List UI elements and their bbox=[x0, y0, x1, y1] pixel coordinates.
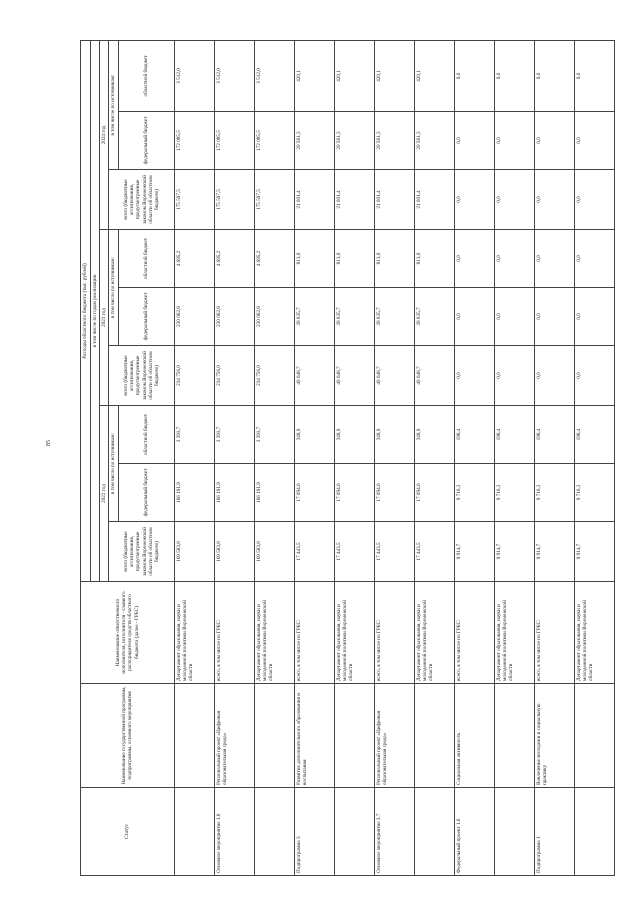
value-cell: 0,0 bbox=[454, 230, 494, 288]
name-cell bbox=[254, 684, 294, 788]
value-cell: 175 597,5 bbox=[214, 170, 254, 230]
value-cell: 9 914,7 bbox=[534, 522, 574, 582]
value-cell: 0,0 bbox=[574, 346, 614, 406]
value-cell: 420,1 bbox=[294, 40, 334, 111]
value-cell: 3 391,7 bbox=[214, 406, 254, 464]
rotated-page bbox=[80, 41, 595, 876]
value-cell: 40 648,7 bbox=[414, 346, 454, 406]
value-cell: 0,0 bbox=[494, 170, 534, 230]
value-cell: 198,4 bbox=[454, 406, 494, 464]
value-cell: 420,1 bbox=[414, 40, 454, 111]
value-cell: 4 695,2 bbox=[214, 230, 254, 288]
value-cell: 234 758,0 bbox=[254, 346, 294, 406]
value-cell: 166 191,9 bbox=[214, 464, 254, 522]
value-cell: 0,0 bbox=[534, 230, 574, 288]
table-row bbox=[374, 40, 414, 875]
value-cell: 40 648,7 bbox=[294, 346, 334, 406]
status-cell bbox=[174, 788, 214, 876]
value-cell: 813,0 bbox=[374, 230, 414, 288]
value-cell: 348,9 bbox=[294, 406, 334, 464]
value-cell: 17 094,6 bbox=[374, 464, 414, 522]
table-row bbox=[174, 40, 214, 875]
status-cell bbox=[254, 788, 294, 876]
value-cell: 9 716,3 bbox=[494, 464, 534, 522]
value-cell: 420,1 bbox=[374, 40, 414, 111]
value-cell: 17 443,5 bbox=[334, 522, 374, 582]
federal-2022-header: федеральный бюджет bbox=[118, 464, 174, 522]
status-cell bbox=[414, 788, 454, 876]
value-cell: 169 583,6 bbox=[254, 522, 294, 582]
table-body bbox=[174, 40, 614, 875]
value-cell: 0,0 bbox=[574, 112, 614, 170]
value-cell: 9 716,3 bbox=[454, 464, 494, 522]
value-cell: 169 583,6 bbox=[174, 522, 214, 582]
name-cell: Региональный проект «Цифровая образовательная среда» bbox=[214, 684, 254, 788]
total-2024-header: всего (бюджетные ассигнования, предусмотренные законом Воронежской области об областном бюджете) bbox=[109, 170, 174, 230]
value-cell: 234 758,0 bbox=[214, 346, 254, 406]
grbs-cell: Департамент образования, науки и молодежной политики Воронежской области bbox=[414, 582, 454, 684]
year-2024-header: 2024 год bbox=[100, 40, 109, 229]
value-cell: 17 094,6 bbox=[294, 464, 334, 522]
regional-2022-header: областной бюджет bbox=[118, 406, 174, 464]
value-cell: 0,0 bbox=[494, 288, 534, 346]
value-cell: 0,0 bbox=[494, 112, 534, 170]
value-cell: 230 062,8 bbox=[214, 288, 254, 346]
value-cell: 4 695,2 bbox=[174, 230, 214, 288]
value-cell: 17 443,5 bbox=[414, 522, 454, 582]
value-cell: 813,0 bbox=[334, 230, 374, 288]
grbs-cell: Департамент образования, науки и молодежной политики Воронежской области bbox=[334, 582, 374, 684]
table-row bbox=[534, 40, 574, 875]
value-cell: 0,0 bbox=[534, 288, 574, 346]
value-cell: 40 648,7 bbox=[334, 346, 374, 406]
value-cell: 198,4 bbox=[534, 406, 574, 464]
status-cell bbox=[494, 788, 534, 876]
sources-2023-header: в том числе по источникам: bbox=[109, 230, 118, 346]
name-header: Наименование государственной программы, подпрограммы, основного мероприятия bbox=[81, 684, 175, 788]
value-cell: 39 835,7 bbox=[334, 288, 374, 346]
year-2023-header: 2023 год bbox=[100, 230, 109, 406]
table-row bbox=[494, 40, 534, 875]
value-cell: 0,0 bbox=[494, 230, 534, 288]
value-cell: 9 914,7 bbox=[574, 522, 614, 582]
value-cell: 39 835,7 bbox=[414, 288, 454, 346]
federal-2023-header: федеральный бюджет bbox=[118, 288, 174, 346]
year-2022-header: 2022 год bbox=[100, 406, 109, 582]
value-cell: 0,0 bbox=[494, 346, 534, 406]
grbs-cell: Департамент образования, науки и молодежной политики Воронежской области bbox=[254, 582, 294, 684]
value-cell: 21 001,4 bbox=[374, 170, 414, 230]
value-cell: 230 062,8 bbox=[174, 288, 214, 346]
status-cell: Федеральный проект 1.6 bbox=[454, 788, 494, 876]
grbs-header: Наименование ответственного исполнителя, исполнителя - главного распорядителя средств областного бюджета (далее - ГРБС) bbox=[81, 582, 175, 684]
status-cell: Основное мероприятие 1.6 bbox=[214, 788, 254, 876]
value-cell: 17 094,6 bbox=[414, 464, 454, 522]
status-header: Статус bbox=[81, 788, 175, 876]
name-cell bbox=[494, 684, 534, 788]
total-2022-header: всего (бюджетные ассигнования, предусмотренные законом Воронежской области об областном бюджете) bbox=[109, 522, 174, 582]
value-cell: 39 835,7 bbox=[374, 288, 414, 346]
value-cell: 39 835,7 bbox=[294, 288, 334, 346]
table-row bbox=[294, 40, 334, 875]
name-cell: Развитие дополнительного образования и воспитания bbox=[294, 684, 334, 788]
value-cell: 0,0 bbox=[454, 170, 494, 230]
value-cell: 166 191,9 bbox=[254, 464, 294, 522]
value-cell: 0,0 bbox=[534, 346, 574, 406]
value-cell: 9 716,3 bbox=[534, 464, 574, 522]
value-cell: 3 512,0 bbox=[214, 40, 254, 111]
table-row bbox=[214, 40, 254, 875]
value-cell: 17 443,5 bbox=[294, 522, 334, 582]
status-cell bbox=[574, 788, 614, 876]
page-number: 85 bbox=[46, 440, 52, 446]
federal-2024-header: федеральный бюджет bbox=[118, 112, 174, 170]
value-cell: 20 581,3 bbox=[334, 112, 374, 170]
value-cell: 0,0 bbox=[534, 170, 574, 230]
value-cell: 0,0 bbox=[574, 288, 614, 346]
value-cell: 20 581,3 bbox=[414, 112, 454, 170]
regional-2023-header: областной бюджет bbox=[118, 230, 174, 288]
table-row bbox=[574, 40, 614, 875]
grbs-cell: Департамент образования, науки и молодежной политики Воронежской области bbox=[174, 582, 214, 684]
grbs-cell: Департамент образования, науки и молодежной политики Воронежской области bbox=[494, 582, 534, 684]
grbs-cell: всего, в том числе по ГРБС: bbox=[214, 582, 254, 684]
value-cell: 172 085,5 bbox=[174, 112, 214, 170]
name-cell: Вовлечение молодежи в социальную практику bbox=[534, 684, 574, 788]
value-cell: 4 695,2 bbox=[254, 230, 294, 288]
name-cell bbox=[174, 684, 214, 788]
grbs-cell: Департамент образования, науки и молодежной политики Воронежской области bbox=[574, 582, 614, 684]
value-cell: 0,0 bbox=[574, 230, 614, 288]
name-cell bbox=[334, 684, 374, 788]
expenses-header: Расходы областного бюджета (тыс. рублей) bbox=[81, 40, 91, 581]
value-cell: 40 648,7 bbox=[374, 346, 414, 406]
status-cell: Подпрограмма 3 bbox=[294, 788, 334, 876]
name-cell bbox=[414, 684, 454, 788]
grbs-cell: всего, в том числе по ГРБС: bbox=[454, 582, 494, 684]
status-cell bbox=[334, 788, 374, 876]
value-cell: 0,0 bbox=[534, 112, 574, 170]
value-cell: 348,9 bbox=[374, 406, 414, 464]
sources-2022-header: в том числе по источникам: bbox=[109, 406, 118, 522]
table-header bbox=[81, 40, 175, 875]
value-cell: 0,0 bbox=[534, 40, 574, 111]
value-cell: 0,0 bbox=[454, 288, 494, 346]
regional-2024-header: областной бюджет bbox=[118, 40, 174, 111]
value-cell: 0,0 bbox=[454, 40, 494, 111]
table-row bbox=[454, 40, 494, 875]
value-cell: 348,9 bbox=[334, 406, 374, 464]
value-cell: 0,0 bbox=[574, 170, 614, 230]
name-cell bbox=[574, 684, 614, 788]
value-cell: 3 391,7 bbox=[174, 406, 214, 464]
table-row bbox=[334, 40, 374, 875]
value-cell: 3 391,7 bbox=[254, 406, 294, 464]
value-cell: 3 512,0 bbox=[254, 40, 294, 111]
value-cell: 9 716,3 bbox=[574, 464, 614, 522]
value-cell: 9 914,7 bbox=[454, 522, 494, 582]
value-cell: 21 001,4 bbox=[334, 170, 374, 230]
value-cell: 813,0 bbox=[294, 230, 334, 288]
grbs-cell: всего, в том числе по ГРБС: bbox=[294, 582, 334, 684]
value-cell: 230 062,8 bbox=[254, 288, 294, 346]
value-cell: 0,0 bbox=[454, 346, 494, 406]
value-cell: 172 085,5 bbox=[214, 112, 254, 170]
value-cell: 234 758,0 bbox=[174, 346, 214, 406]
total-2023-header: всего (бюджетные ассигнования, предусмотренные законом Воронежской области об областном бюджете) bbox=[109, 346, 174, 406]
budget-table bbox=[80, 40, 615, 876]
value-cell: 175 597,5 bbox=[254, 170, 294, 230]
value-cell: 166 191,9 bbox=[174, 464, 214, 522]
table-row bbox=[414, 40, 454, 875]
status-cell: Подпрограмма 1 bbox=[534, 788, 574, 876]
value-cell: 20 581,3 bbox=[374, 112, 414, 170]
name-cell: Региональный проект «Цифровая образовательная среда» bbox=[374, 684, 414, 788]
value-cell: 198,4 bbox=[574, 406, 614, 464]
value-cell: 813,0 bbox=[414, 230, 454, 288]
value-cell: 0,0 bbox=[574, 40, 614, 111]
table-row bbox=[254, 40, 294, 875]
name-cell: Социальная активность bbox=[454, 684, 494, 788]
grbs-cell: всего, в том числе по ГРБС: bbox=[534, 582, 574, 684]
value-cell: 21 001,4 bbox=[294, 170, 334, 230]
value-cell: 175 597,5 bbox=[174, 170, 214, 230]
value-cell: 9 914,7 bbox=[494, 522, 534, 582]
value-cell: 20 581,3 bbox=[294, 112, 334, 170]
status-cell: Основное мероприятие 3.7 bbox=[374, 788, 414, 876]
value-cell: 17 443,5 bbox=[374, 522, 414, 582]
value-cell: 0,0 bbox=[454, 112, 494, 170]
grbs-cell: всего, в том числе по ГРБС: bbox=[374, 582, 414, 684]
value-cell: 172 085,5 bbox=[254, 112, 294, 170]
value-cell: 198,4 bbox=[494, 406, 534, 464]
by-years-header: в том числе по годам реализации bbox=[91, 40, 100, 581]
value-cell: 3 512,0 bbox=[174, 40, 214, 111]
value-cell: 17 094,6 bbox=[334, 464, 374, 522]
value-cell: 348,9 bbox=[414, 406, 454, 464]
sources-2024-header: в том числе по источникам: bbox=[109, 40, 118, 169]
value-cell: 420,1 bbox=[334, 40, 374, 111]
value-cell: 169 583,6 bbox=[214, 522, 254, 582]
value-cell: 0,0 bbox=[494, 40, 534, 111]
value-cell: 21 001,4 bbox=[414, 170, 454, 230]
